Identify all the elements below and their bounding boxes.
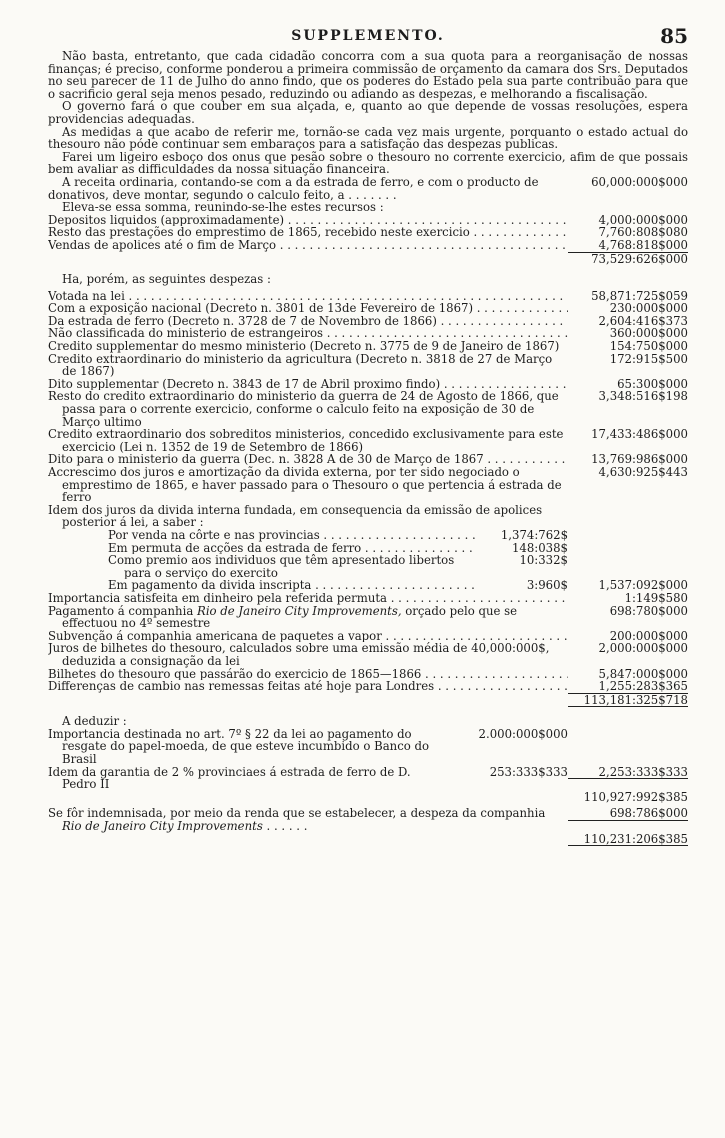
paragraph-6: Eleva-se essa somma, reunindo-se-lhe estes recursos : bbox=[62, 200, 384, 215]
list-item: Subvenção á companhia americana de paquetes a vapor . . . 200:000$000 bbox=[48, 630, 688, 643]
list-item: Credito extraordinario dos sobreditos ministerios, concedido exclusivamente para este exercicio (Lei n. 1352 de 19 de Setembro de 1866) 17,433:486$000 bbox=[48, 427, 688, 454]
list-item: Como premio aos individuos que têm apresentado libertos para o serviço do exercito 10:332$ bbox=[108, 553, 568, 580]
resources-total: 73,529:626$000 bbox=[591, 251, 688, 266]
expenses-total: 113,181:325$718 bbox=[48, 694, 688, 708]
list-item: Vendas de apolices até o fim de Março . . . 4,768:818$000 bbox=[48, 239, 688, 253]
list-item: Com a exposição nacional (Decreto n. 3801 de 13de Fevereiro de 1867) . . . 230:000$000 bbox=[48, 302, 688, 315]
list-item: Resto do credito extraordinario do ministerio da guerra de 24 de Agosto de 1866, que passa para o corrente exercicio, conforme o calculo feito na exposição de 30 de Março ultimo 3,348:516$198 bbox=[48, 389, 688, 429]
deduct-result: 110,927:992$385 bbox=[583, 789, 688, 804]
list-item: Importancia satisfeita em dinheiro pela referida permuta . . . 1:149$580 bbox=[48, 592, 688, 605]
list-item: Accrescimo dos juros e amortização da divida externa, por ter sido negociado o emprestimo de 1865, e haver passado para o Thesouro o que pertencia á estrada de ferro 4,630:925$443 bbox=[48, 465, 688, 504]
list-item: Importancia destinada no art. 7º § 22 da lei ao pagamento do resgate do papel-moeda, de que esteve incumbido o Banco do Brasil 2.000:000$000 bbox=[48, 726, 568, 766]
receipt-row bbox=[48, 176, 688, 201]
running-title: SUPPLEMENTO. bbox=[291, 28, 445, 44]
paragraph-4: Farei um ligeiro esboço dos onus que pesão sobre o thesouro no corrente exercicio, afim de que possais bem avaliar as difficuldades da nossa situação financeira. bbox=[48, 149, 688, 177]
internal-debt-heading: Idem dos juros da divida interna fundada, em consequencia da emissão de apolices posterior á lei, a saber : bbox=[48, 503, 543, 529]
document-page bbox=[48, 26, 688, 846]
list-item: Differenças de cambio nas remessas feitas até hoje para Londres . . . 1,255:283$365 bbox=[48, 680, 688, 694]
resources-list bbox=[48, 214, 688, 265]
list-item: Credito supplementar do mesmo ministerio (Decreto n. 3775 de 9 de Janeiro de 1867) 154:750$000 bbox=[48, 339, 688, 354]
paragraph-1: Não basta, entretanto, que cada cidadão concorra com a sua quota para a reorganisação de nossas finanças; é preciso, conforme ponderou a primeira commissão de orçamento da camara dos Srs. Deputados no seu parecer de 11 de Julho do anno findo, que os poderes do Estado pela sua parte contribuão para que o sacrificio geral seja menos pesado, reduzindo ou adiando as despezas, e melhorando a fiscalisação. bbox=[48, 49, 688, 101]
list-item: Em permuta de acções da estrada de ferro . . . 148:038$ bbox=[48, 542, 688, 555]
list-item: Em pagamento da divida inscripta . . . 3:960$ 1,537:092$000 bbox=[48, 579, 688, 592]
final-row: Se fôr indemnisada, por meio da renda que se estabelecer, a despeza da companhia Rio de Janeiro City Improvements . . . . . . 698:786$000 bbox=[48, 806, 688, 833]
list-item: Depositos liquidos (approximadamente) . . . 4,000:000$000 bbox=[48, 214, 688, 227]
page-number: 85 bbox=[660, 24, 688, 48]
list-item: Dito para o ministerio da guerra (Dec. n. 3828 A de 30 de Março de 1867 . . . 13,769:986$000 bbox=[48, 453, 688, 466]
list-item: Da estrada de ferro (Decreto n. 3728 de 7 de Novembro de 1866) . . . 2,604:416$373 bbox=[48, 315, 688, 328]
deduct-heading: A deduzir : bbox=[62, 714, 127, 729]
receipt-amount: 60,000:000$000 bbox=[591, 174, 688, 189]
list-item: Juros de bilhetes do thesouro, calculados sobre uma emissão média de 40,000:000$, deduzida a consignação da lei 2,000:000$000 bbox=[48, 641, 688, 668]
list-item: Não classificada do ministerio de estrangeiros . . . 360:000$000 bbox=[48, 327, 688, 340]
list-item: Dito supplementar (Decreto n. 3843 de 17 de Abril proximo findo) . . . 65:300$000 bbox=[48, 378, 688, 391]
paragraph-2: O governo fará o que couber em sua alçada, e, quanto ao que depende de vossas resoluções, espera providencias adequadas. bbox=[48, 99, 688, 126]
expenses-intro: Ha, porém, as seguintes despezas : bbox=[62, 272, 271, 287]
list-item: Resto das prestações do emprestimo de 1865, recebido neste exercicio . . . 7,760:808$080 bbox=[48, 226, 688, 239]
list-item: Votada na lei . . . 58,871:725$059 bbox=[48, 290, 688, 303]
list-item: Credito extraordinario do ministerio da agricultura (Decreto n. 3818 de 27 de Março de 1867) 172:915$500 bbox=[48, 351, 688, 378]
expenses-list bbox=[48, 290, 688, 708]
list-item: Por venda na côrte e nas provincias . . . 1,374:762$ bbox=[48, 529, 688, 542]
receipt-label: A receita ordinaria, contando-se com a da estrada de ferro, e com o producto de donativos, deve montar, segundo o calculo feito, a . . . . . . . bbox=[48, 175, 539, 202]
paragraph-3: As medidas a que acabo de referir me, tornão-se cada vez mais urgente, porquanto o estado actual do thesouro não póde continuar sem embaraços para a satisfação das despezas publicas. bbox=[48, 124, 688, 152]
deduction-section bbox=[48, 715, 688, 803]
page-header bbox=[48, 26, 688, 50]
list-item: Idem da garantia de 2 % provinciaes á estrada de ferro de D. Pedro II 253:333$333 2,253:333$333 bbox=[48, 764, 688, 791]
list-item: Bilhetes do thesouro que passárão do exercicio de 1865—1866 . . . 5,847:000$000 bbox=[48, 668, 688, 681]
final-result: 110,231:206$385 bbox=[48, 833, 688, 847]
list-item: Pagamento á companhia Rio de Janeiro City Improvements, orçado pelo que se effectuou no 4º semestre 698:780$000 bbox=[48, 603, 688, 630]
